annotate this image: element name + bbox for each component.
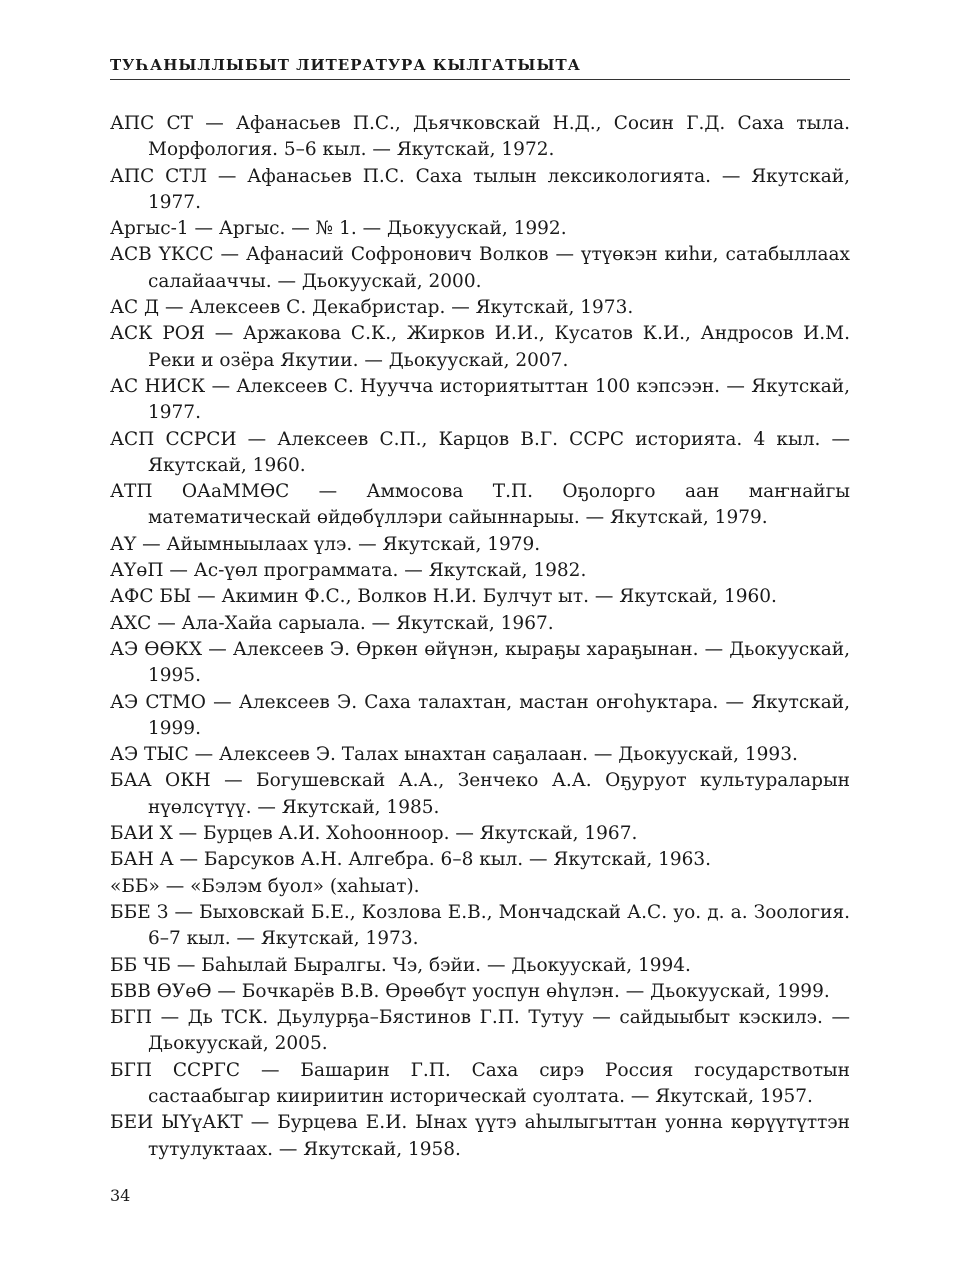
abbreviation-entry: АСП ССРСИ — Алексеев С.П., Карцов В.Г. ССРС историята. 4 кыл. — Якутскай, 1960. xyxy=(110,428,850,476)
header-divider xyxy=(110,79,850,80)
abbreviation-entry: «ББ» — «Бэлэм буол» (хаһыат). xyxy=(110,875,420,897)
abbreviation-entry: АПС СТЛ — Афанасьев П.С. Саха тылын лексикологията. — Якутскай, 1977. xyxy=(110,165,850,213)
abbreviation-entry: АТП ОАаММӨС — Аммосова Т.П. Оҕолорго аан маҥнайгы математическай өйдөбүллэри сайыннарыы. — Якутскай, 1979. xyxy=(110,481,850,529)
abbreviation-entry: БВВ ӨУөӨ — Бочкарёв В.В. Өрөөбүт уоспун өһүлэн. — Дьокуускай, 1999. xyxy=(110,980,830,1002)
abbreviation-entry: АСК РОЯ — Аржакова С.К., Жирков И.И., Кусатов К.И., Андросов И.М. Реки и озёра Якутии. — Дьокуускай, 2007. xyxy=(110,323,850,371)
abbreviation-list xyxy=(110,111,850,1163)
abbreviation-entry: АҮ — Айымныылаах үлэ. — Якутскай, 1979. xyxy=(110,533,541,555)
abbreviation-entry: БГП — Дь ТСК. Дьулурҕа–Бястинов Г.П. Тутуу — сайдыыбыт кэскилэ. — Дьокуускай, 2005. xyxy=(110,1007,850,1055)
abbreviation-entry: Аргыс-1 — Аргыс. — № 1. — Дьокуускай, 1992. xyxy=(110,218,567,240)
abbreviation-entry: АЭ ӨӨКХ — Алексеев Э. Өркөн өйүнэн, кыраҕы хараҕынан. — Дьокуускай, 1995. xyxy=(110,638,850,687)
page-header-title: ТУҺАНЫЛЛЫБЫТ ЛИТЕРАТУРА КЫЛГАТЫЫТА xyxy=(110,56,581,74)
abbreviation-entry: АЭ СТМО — Алексеев Э. Саха талахтан, мастан оҥоһуктара. — Якутскай, 1999. xyxy=(110,691,850,739)
abbreviation-entry: ББЕ З — Быховскай Б.Е., Козлова Е.В., Мончадскай А.С. уо. д. а. Зоология. 6–7 кыл. — Якутскай, 1973. xyxy=(110,901,850,950)
abbreviation-entry: АС НИСК — Алексеев С. Нуучча историятыттан 100 кэпсээн. — Якутскай, 1977. xyxy=(110,375,850,424)
abbreviation-entry: АПС СТ — Афанасьев П.С., Дьячковскай Н.Д., Сосин Г.Д. Саха тыла. Морфология. 5–6 кыл. — Якутскай, 1972. xyxy=(110,113,850,161)
abbreviation-entry: АФС БЫ — Акимин Ф.С., Волков Н.И. Булчут ыт. — Якутскай, 1960. xyxy=(110,586,777,608)
abbreviation-entry: БАА ОКН — Богушевскай А.А., Зенчеко А.А. Оҕуруот культураларын нүөлсүтүү. — Якутскай, 1985. xyxy=(110,770,850,818)
page-number: 34 xyxy=(110,1186,131,1205)
abbreviation-entry: ББ ЧБ — Баһылай Быралгы. Чэ, бэйи. — Дьокуускай, 1994. xyxy=(110,954,691,976)
abbreviation-entry: БАН А — Барсуков А.Н. Алгебра. 6–8 кыл. — Якутскай, 1963. xyxy=(110,849,712,871)
abbreviation-entry: БГП ССРГС — Башарин Г.П. Саха сирэ Россия государствотын састаабыгар киириитин историческай суолтата. — Якутскай, 1957. xyxy=(110,1059,850,1107)
abbreviation-entry: АСВ ҮКСС — Афанасий Софронович Волков — үтүөкэн киһи, сатабыллаах салайааччы. — Дьокуускай, 2000. xyxy=(110,244,850,292)
abbreviation-entry: АС Д — Алексеев С. Декабристар. — Якутскай, 1973. xyxy=(110,297,634,319)
abbreviation-entry: БАИ Х — Бурцев А.И. Хоһоонноор. — Якутскай, 1967. xyxy=(110,823,638,845)
abbreviation-entry: АҮөП — Ас-үөл программата. — Якутскай, 1982. xyxy=(110,560,587,582)
abbreviation-entry: АХС — Ала-Хайа сарыала. — Якутскай, 1967. xyxy=(110,612,554,634)
abbreviation-entry: АЭ ТЫС — Алексеев Э. Талах ынахтан саҕалаан. — Дьокуускай, 1993. xyxy=(110,744,798,766)
abbreviation-entry: БЕИ ЫҮүАКТ — Бурцева Е.И. Ынах үүтэ аһылыгыттан уонна көрүүтүттэн тутулуктаах. — Якутскай, 1958. xyxy=(110,1112,850,1160)
